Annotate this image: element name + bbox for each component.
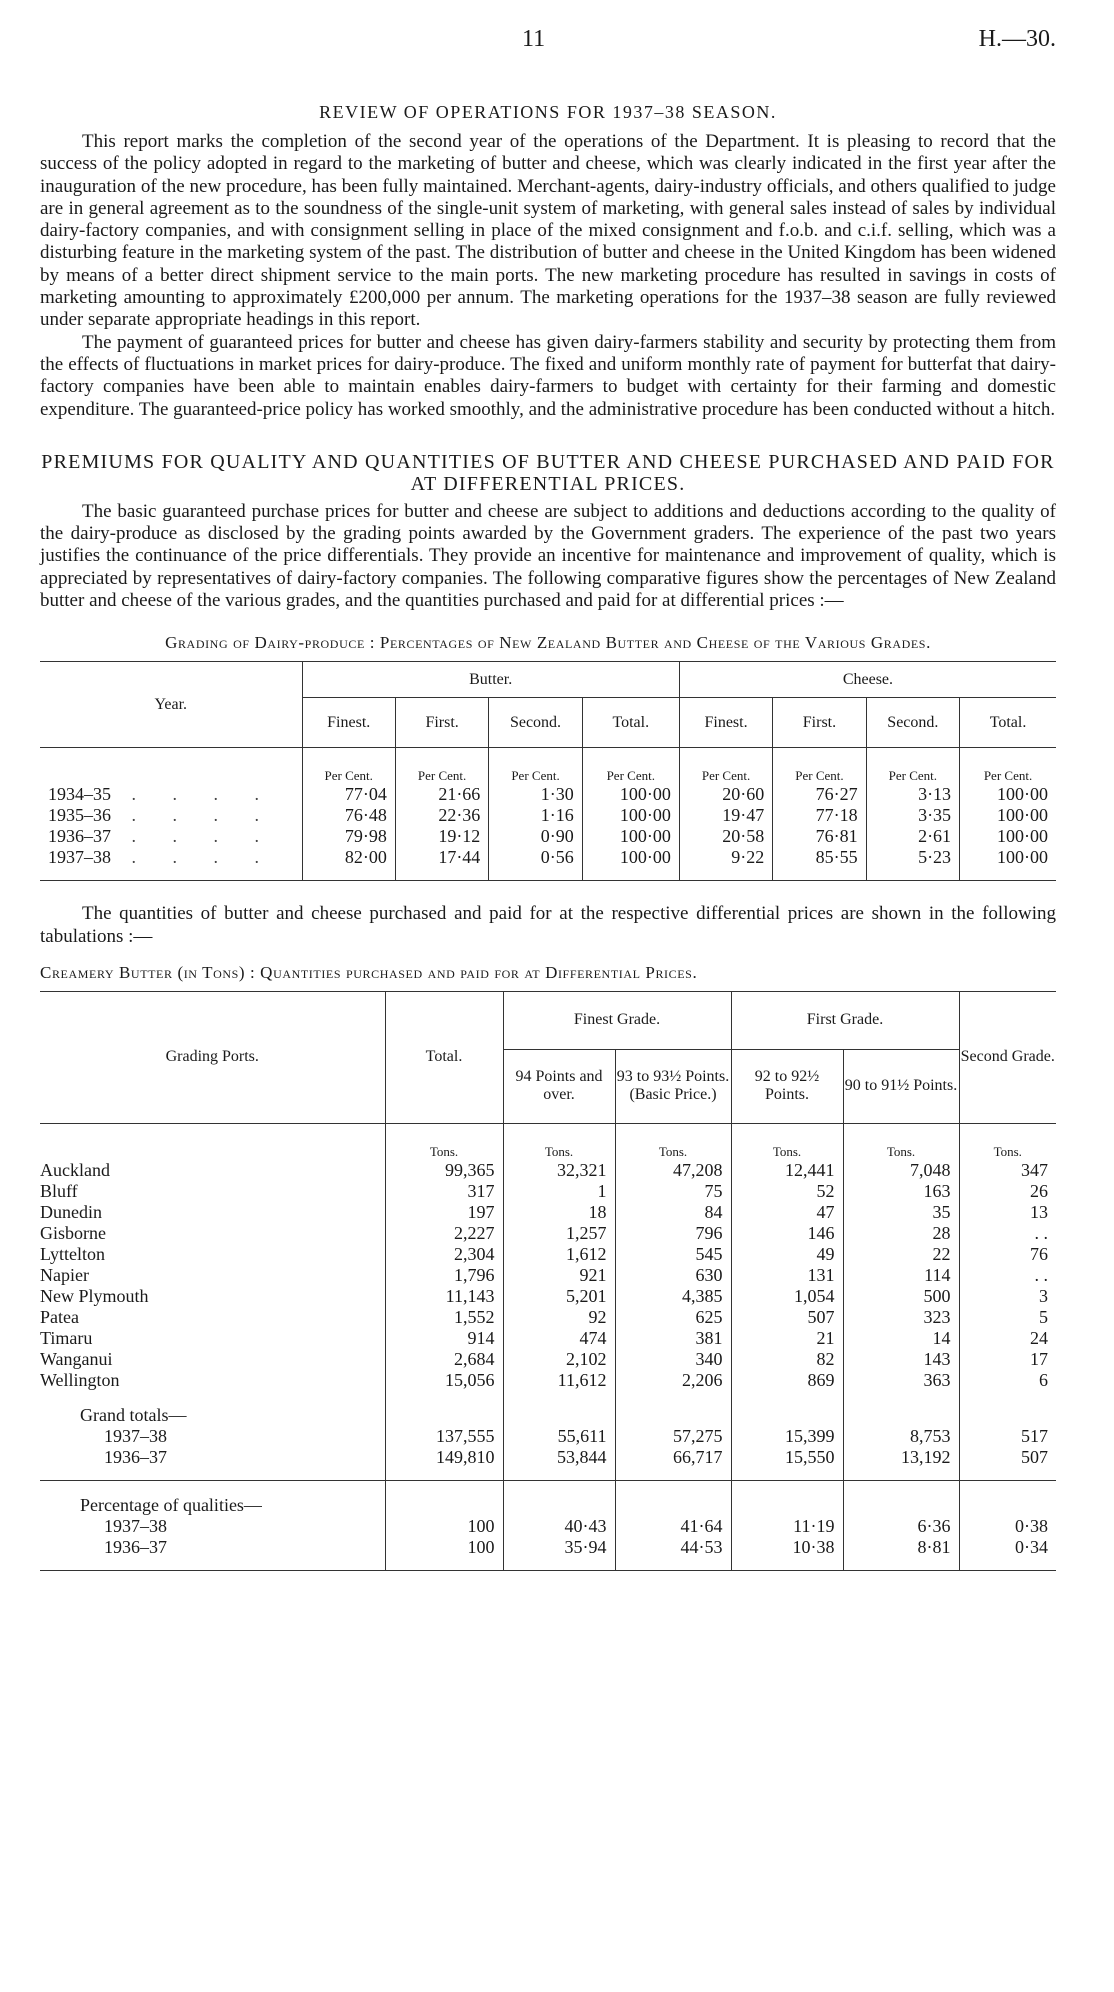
finest-94-header: 94 Points and over. bbox=[503, 1049, 615, 1123]
tons-value: 197 bbox=[385, 1202, 503, 1223]
percent-value: 22·36 bbox=[395, 805, 488, 826]
percent-value: 100·00 bbox=[582, 784, 679, 805]
blank-cell bbox=[843, 1468, 959, 1481]
value: 8·81 bbox=[843, 1537, 959, 1558]
port-label bbox=[40, 1328, 385, 1349]
tons-value: 500 bbox=[843, 1286, 959, 1307]
tons-value: 76 bbox=[959, 1244, 1056, 1265]
blank-cell bbox=[385, 1468, 503, 1481]
leader-dots: . . . . bbox=[111, 826, 275, 847]
blank-cell bbox=[731, 1391, 843, 1426]
percent-value: 19·47 bbox=[679, 805, 772, 826]
tons-value: 3 bbox=[959, 1286, 1056, 1307]
tons-value: 99,365 bbox=[385, 1160, 503, 1181]
blank-cell bbox=[395, 868, 488, 881]
blank-cell bbox=[843, 1391, 959, 1426]
tons-value: 363 bbox=[843, 1370, 959, 1391]
percent-value: 5·23 bbox=[866, 847, 959, 868]
tons-value: 347 bbox=[959, 1160, 1056, 1181]
blank-cell bbox=[582, 868, 679, 881]
tons-value: 630 bbox=[615, 1265, 731, 1286]
unit-label: Tons. bbox=[843, 1123, 959, 1160]
blank-cell bbox=[385, 1480, 503, 1516]
value: 35·94 bbox=[503, 1537, 615, 1558]
tons-value: . . bbox=[959, 1223, 1056, 1244]
review-paragraph-1: This report marks the completion of the second year of the operations of the Department. It is pleasing to record that the success of the policy adopted in regard to the marketing of butter and cheese, which was clearly indicated in the first year after the inauguration of the new procedure, has been fully maintained. Merchant-agents, dairy-industry officials, and others qualified to judge are in general agreement as to the soundness of the single-unit system of marketing, with general sales instead of sales by individual dairy-factory companies, and with consignment selling in place of the mixed consignment and f.o.b. and c.i.f. selling, which was a disturbing feature in the marketing system of the past. The distribution of butter and cheese in the United Kingdom has been widened by means of a better direct shipment service to the main ports. The new marketing procedure has resulted in savings in costs of marketing amounting to approximately £200,000 per annum. The marketing operations for the 1937–38 season are fully reviewed under separate appropriate headings in this report. bbox=[40, 131, 1056, 331]
page-number: 11 bbox=[522, 26, 546, 52]
first-90-header: 90 to 91½ Points. bbox=[843, 1049, 959, 1123]
percent-value: 0·90 bbox=[489, 826, 582, 847]
table-row bbox=[40, 1349, 1056, 1370]
tons-value: 32,321 bbox=[503, 1160, 615, 1181]
percent-value: 9·22 bbox=[679, 847, 772, 868]
finest-93-header: 93 to 93½ Points. (Basic Price.) bbox=[615, 1049, 731, 1123]
tons-value: 507 bbox=[731, 1307, 843, 1328]
year-label: 1936–37 bbox=[104, 1446, 167, 1467]
value: 517 bbox=[959, 1426, 1056, 1447]
tons-value: 26 bbox=[959, 1181, 1056, 1202]
port-label bbox=[40, 1286, 385, 1307]
unit-label: Tons. bbox=[503, 1123, 615, 1160]
port-name: Wellington bbox=[40, 1369, 120, 1390]
port-name: Dunedin bbox=[40, 1201, 102, 1222]
value: 41·64 bbox=[615, 1516, 731, 1537]
table-row bbox=[40, 805, 1056, 826]
creamery-table-body bbox=[40, 1123, 1056, 1570]
percent-value: 79·98 bbox=[302, 826, 395, 847]
tons-value: 47,208 bbox=[615, 1160, 731, 1181]
value: 8,753 bbox=[843, 1426, 959, 1447]
unit-label: Tons. bbox=[615, 1123, 731, 1160]
value: 53,844 bbox=[503, 1447, 615, 1468]
value: 10·38 bbox=[731, 1537, 843, 1558]
butter-second-header: Second. bbox=[489, 698, 582, 748]
tons-value: 28 bbox=[843, 1223, 959, 1244]
grand-totals-label: Grand totals— bbox=[80, 1404, 187, 1425]
tons-value: 143 bbox=[843, 1349, 959, 1370]
percent-value: 77·18 bbox=[773, 805, 866, 826]
cheese-finest-header: Finest. bbox=[679, 698, 772, 748]
tons-value: 323 bbox=[843, 1307, 959, 1328]
tons-value: 21 bbox=[731, 1328, 843, 1349]
unit-label: Tons. bbox=[959, 1123, 1056, 1160]
percentage-of-qualities bbox=[40, 1480, 1056, 1516]
blank-cell bbox=[615, 1480, 731, 1516]
blank-cell bbox=[302, 868, 395, 881]
tons-value: 15,056 bbox=[385, 1370, 503, 1391]
tons-value: 131 bbox=[731, 1265, 843, 1286]
tons-value: 22 bbox=[843, 1244, 959, 1265]
grading-ports-header: Grading Ports. bbox=[165, 1048, 259, 1066]
table-row bbox=[40, 1370, 1056, 1391]
grading-table-caption: Grading of Dairy-produce : Percentages of New Zealand Butter and Cheese of the Various Grades. bbox=[165, 633, 931, 653]
creamery-table-caption: Creamery Butter (in Tons) : Quantities purchased and paid for at Differential Prices. bbox=[40, 962, 698, 982]
unit-label: Per Cent. bbox=[489, 748, 582, 785]
tons-value: 921 bbox=[503, 1265, 615, 1286]
year-column-header: Year. bbox=[154, 695, 188, 713]
tons-value: 49 bbox=[731, 1244, 843, 1265]
separator-row bbox=[40, 1468, 1056, 1481]
butter-first-header: First. bbox=[395, 698, 488, 748]
tons-value: 5 bbox=[959, 1307, 1056, 1328]
tons-value: 474 bbox=[503, 1328, 615, 1349]
percent-value: 100·00 bbox=[960, 826, 1056, 847]
tons-value: 163 bbox=[843, 1181, 959, 1202]
table-row bbox=[40, 1181, 1056, 1202]
tons-value: 2,684 bbox=[385, 1349, 503, 1370]
leader-dots: . . . . bbox=[111, 847, 275, 868]
tons-value: 1,796 bbox=[385, 1265, 503, 1286]
unit-label: Per Cent. bbox=[395, 748, 488, 785]
port-name: Auckland bbox=[40, 1159, 110, 1180]
cheese-first-header: First. bbox=[773, 698, 866, 748]
tons-value: 11,143 bbox=[385, 1286, 503, 1307]
port-name: Lyttelton bbox=[40, 1243, 105, 1264]
percent-value: 2·61 bbox=[866, 826, 959, 847]
tons-value: 13 bbox=[959, 1202, 1056, 1223]
tons-value: 2,102 bbox=[503, 1349, 615, 1370]
port-label bbox=[40, 1370, 385, 1391]
cheese-second-header: Second. bbox=[866, 698, 959, 748]
tons-value: 869 bbox=[731, 1370, 843, 1391]
percent-value: 76·81 bbox=[773, 826, 866, 847]
value: 44·53 bbox=[615, 1537, 731, 1558]
blank-cell bbox=[503, 1480, 615, 1516]
first-grade-header: First Grade. bbox=[731, 991, 959, 1049]
percent-value: 20·60 bbox=[679, 784, 772, 805]
tons-value: 796 bbox=[615, 1223, 731, 1244]
value: 149,810 bbox=[385, 1447, 503, 1468]
tons-value: 92 bbox=[503, 1307, 615, 1328]
table-row bbox=[40, 1202, 1056, 1223]
port-label bbox=[40, 1265, 385, 1286]
blank-cell bbox=[615, 1391, 731, 1426]
creamery-table bbox=[40, 991, 1056, 1571]
year-text: 1936–37 bbox=[48, 826, 111, 847]
tons-value: 6 bbox=[959, 1370, 1056, 1391]
blank-cell bbox=[731, 1558, 843, 1571]
year-text: 1937–38 bbox=[48, 847, 111, 868]
year-text: 1934–35 bbox=[48, 784, 111, 805]
grand-totals bbox=[40, 1391, 1056, 1426]
year-label: 1937–38 bbox=[104, 1425, 167, 1446]
blank-cell bbox=[959, 1391, 1056, 1426]
document-reference: H.—30. bbox=[978, 26, 1056, 52]
percent-value: 100·00 bbox=[960, 805, 1056, 826]
value: 66,717 bbox=[615, 1447, 731, 1468]
percent-value: 76·27 bbox=[773, 784, 866, 805]
value: 6·36 bbox=[843, 1516, 959, 1537]
tons-value: 84 bbox=[615, 1202, 731, 1223]
blank-cell bbox=[843, 1480, 959, 1516]
blank-cell bbox=[40, 1558, 385, 1571]
percent-value: 100·00 bbox=[582, 805, 679, 826]
percent-value: 17·44 bbox=[395, 847, 488, 868]
table-row bbox=[40, 1426, 1056, 1447]
unit-label: Tons. bbox=[731, 1123, 843, 1160]
value: 11·19 bbox=[731, 1516, 843, 1537]
value: 13,192 bbox=[843, 1447, 959, 1468]
tons-value: 17 bbox=[959, 1349, 1056, 1370]
port-label bbox=[40, 1181, 385, 1202]
table-row bbox=[40, 1244, 1056, 1265]
table-row bbox=[40, 1223, 1056, 1244]
tons-value: . . bbox=[959, 1265, 1056, 1286]
tons-value: 381 bbox=[615, 1328, 731, 1349]
year-label bbox=[40, 847, 302, 868]
tons-value: 24 bbox=[959, 1328, 1056, 1349]
year-label bbox=[40, 784, 302, 805]
value: 137,555 bbox=[385, 1426, 503, 1447]
percent-value: 100·00 bbox=[960, 847, 1056, 868]
value: 100 bbox=[385, 1537, 503, 1558]
unit-label: Per Cent. bbox=[679, 748, 772, 785]
year-label bbox=[40, 826, 302, 847]
value: 57,275 bbox=[615, 1426, 731, 1447]
tons-value: 12,441 bbox=[731, 1160, 843, 1181]
blank-cell bbox=[731, 1468, 843, 1481]
port-name: Timaru bbox=[40, 1327, 93, 1348]
table-row bbox=[40, 1307, 1056, 1328]
port-name: Patea bbox=[40, 1306, 79, 1327]
port-name: Bluff bbox=[40, 1180, 78, 1201]
port-name: Wanganui bbox=[40, 1348, 113, 1369]
percent-value: 3·13 bbox=[866, 784, 959, 805]
port-name: New Plymouth bbox=[40, 1285, 149, 1306]
blank-cell bbox=[503, 1468, 615, 1481]
percent-value: 0·56 bbox=[489, 847, 582, 868]
tons-value: 82 bbox=[731, 1349, 843, 1370]
percent-value: 85·55 bbox=[773, 847, 866, 868]
blank-cell bbox=[385, 1391, 503, 1426]
tons-value: 1,612 bbox=[503, 1244, 615, 1265]
premiums-heading: PREMIUMS FOR QUALITY AND QUANTITIES OF BUTTER AND CHEESE PURCHASED AND PAID FOR AT DIFFERENTIAL PRICES. bbox=[41, 450, 1055, 495]
unit-label: Tons. bbox=[385, 1123, 503, 1160]
grading-table-body bbox=[40, 748, 1056, 881]
year-text: 1935–36 bbox=[48, 805, 111, 826]
port-label bbox=[40, 1160, 385, 1181]
tons-value: 35 bbox=[843, 1202, 959, 1223]
review-heading: REVIEW OF OPERATIONS FOR 1937–38 SEASON. bbox=[319, 102, 777, 122]
table-row bbox=[40, 1328, 1056, 1349]
percent-value: 77·04 bbox=[302, 784, 395, 805]
tons-value: 2,206 bbox=[615, 1370, 731, 1391]
unit-label: Per Cent. bbox=[302, 748, 395, 785]
spacer-row bbox=[40, 1558, 1056, 1571]
table-row bbox=[40, 784, 1056, 805]
blank-cell bbox=[503, 1558, 615, 1571]
tons-value: 114 bbox=[843, 1265, 959, 1286]
port-label bbox=[40, 1223, 385, 1244]
tons-value: 317 bbox=[385, 1181, 503, 1202]
blank-cell bbox=[615, 1558, 731, 1571]
unit-label: Per Cent. bbox=[582, 748, 679, 785]
table-row bbox=[40, 1265, 1056, 1286]
quantities-intro: The quantities of butter and cheese purchased and paid for at the respective differential prices are shown in the following tabulations :— bbox=[40, 903, 1056, 947]
blank-cell bbox=[959, 1468, 1056, 1481]
spacer-row bbox=[40, 868, 1056, 881]
tons-value: 625 bbox=[615, 1307, 731, 1328]
percent-value: 82·00 bbox=[302, 847, 395, 868]
percent-value: 19·12 bbox=[395, 826, 488, 847]
tons-value: 1,054 bbox=[731, 1286, 843, 1307]
value: 507 bbox=[959, 1447, 1056, 1468]
butter-total-header: Total. bbox=[582, 698, 679, 748]
unit-label: Per Cent. bbox=[960, 748, 1056, 785]
tons-value: 1,552 bbox=[385, 1307, 503, 1328]
port-name: Gisborne bbox=[40, 1222, 106, 1243]
table-row bbox=[40, 847, 1056, 868]
tons-value: 146 bbox=[731, 1223, 843, 1244]
port-label bbox=[40, 1307, 385, 1328]
value: 40·43 bbox=[503, 1516, 615, 1537]
blank-cell bbox=[959, 1558, 1056, 1571]
premiums-paragraph: The basic guaranteed purchase prices for butter and cheese are subject to additions and deductions according to the quality of the dairy-produce as disclosed by the grading points awarded by the Government graders. The experience of the past two years justifies the continuance of the price differentials. They provide an incentive for maintenance and improvement of quality, which is appreciated by representatives of dairy-factory companies. The following comparative figures show the percentages of New Zealand butter and cheese of the various grades, and the quantities purchased and paid for at differential prices :— bbox=[40, 500, 1056, 612]
blank-cell bbox=[503, 1391, 615, 1426]
blank-cell bbox=[679, 868, 772, 881]
document-page bbox=[40, 22, 1056, 1571]
port-label bbox=[40, 1202, 385, 1223]
tons-value: 52 bbox=[731, 1181, 843, 1202]
year-label bbox=[40, 805, 302, 826]
table-row bbox=[40, 1537, 1056, 1558]
percent-value: 1·16 bbox=[489, 805, 582, 826]
blank-cell bbox=[40, 1123, 385, 1160]
leader-dots: . . . . bbox=[111, 805, 275, 826]
leader-dots: . . . . bbox=[111, 784, 275, 805]
blank-cell bbox=[960, 868, 1056, 881]
page-header bbox=[40, 22, 1056, 66]
unit-label: Per Cent. bbox=[866, 748, 959, 785]
year-label: 1936–37 bbox=[104, 1536, 167, 1557]
value: 15,399 bbox=[731, 1426, 843, 1447]
butter-finest-header: Finest. bbox=[302, 698, 395, 748]
blank-cell bbox=[773, 868, 866, 881]
table-row bbox=[40, 1516, 1056, 1537]
percent-value: 100·00 bbox=[960, 784, 1056, 805]
tons-value: 2,227 bbox=[385, 1223, 503, 1244]
cheese-total-header: Total. bbox=[960, 698, 1056, 748]
year-label: 1937–38 bbox=[104, 1515, 167, 1536]
value: 0·38 bbox=[959, 1516, 1056, 1537]
port-label bbox=[40, 1349, 385, 1370]
tons-value: 18 bbox=[503, 1202, 615, 1223]
percent-value: 76·48 bbox=[302, 805, 395, 826]
value: 15,550 bbox=[731, 1447, 843, 1468]
tons-value: 914 bbox=[385, 1328, 503, 1349]
tons-value: 11,612 bbox=[503, 1370, 615, 1391]
blank-cell bbox=[40, 1468, 385, 1481]
percent-value: 100·00 bbox=[582, 826, 679, 847]
tons-value: 5,201 bbox=[503, 1286, 615, 1307]
blank-cell bbox=[843, 1558, 959, 1571]
percent-value: 100·00 bbox=[582, 847, 679, 868]
table-row bbox=[40, 1160, 1056, 1181]
unit-row bbox=[40, 1123, 1056, 1160]
blank-cell bbox=[489, 868, 582, 881]
review-paragraph-2: The payment of guaranteed prices for butter and cheese has given dairy-farmers stability and security by protecting them from the effects of fluctuations in market prices for dairy-produce. The fixed and uniform monthly rate of payment for butterfat that dairy-factory companies have been able to maintain enables dairy-farmers to budget with certainty for their farming and domestic expenditure. The guaranteed-price policy has worked smoothly, and the administrative procedure has been conducted without a hitch. bbox=[40, 331, 1056, 420]
percent-value: 3·35 bbox=[866, 805, 959, 826]
tons-value: 545 bbox=[615, 1244, 731, 1265]
tons-value: 47 bbox=[731, 1202, 843, 1223]
port-name: Napier bbox=[40, 1264, 89, 1285]
tons-value: 14 bbox=[843, 1328, 959, 1349]
table-row bbox=[40, 1447, 1056, 1468]
table-row bbox=[40, 826, 1056, 847]
blank-cell bbox=[866, 868, 959, 881]
butter-group-header: Butter. bbox=[302, 662, 679, 698]
second-grade-header: Second Grade. bbox=[959, 991, 1056, 1123]
percent-value: 21·66 bbox=[395, 784, 488, 805]
tons-value: 4,385 bbox=[615, 1286, 731, 1307]
cheese-group-header: Cheese. bbox=[679, 662, 1056, 698]
first-92-header: 92 to 92½ Points. bbox=[731, 1049, 843, 1123]
tons-value: 340 bbox=[615, 1349, 731, 1370]
tons-value: 1,257 bbox=[503, 1223, 615, 1244]
unit-label: Per Cent. bbox=[773, 748, 866, 785]
tons-value: 2,304 bbox=[385, 1244, 503, 1265]
blank-cell bbox=[731, 1480, 843, 1516]
percent-value: 1·30 bbox=[489, 784, 582, 805]
grading-table bbox=[40, 661, 1056, 881]
blank-cell bbox=[615, 1468, 731, 1481]
blank-cell bbox=[959, 1480, 1056, 1516]
percentage-of-qualities-label: Percentage of qualities— bbox=[80, 1494, 262, 1515]
tons-value: 7,048 bbox=[843, 1160, 959, 1181]
total-column-header: Total. bbox=[385, 991, 503, 1123]
finest-grade-header: Finest Grade. bbox=[503, 991, 731, 1049]
value: 100 bbox=[385, 1516, 503, 1537]
blank-cell bbox=[40, 748, 302, 785]
percent-value: 20·58 bbox=[679, 826, 772, 847]
table-row bbox=[40, 1286, 1056, 1307]
value: 0·34 bbox=[959, 1537, 1056, 1558]
blank-cell bbox=[385, 1558, 503, 1571]
blank-cell bbox=[40, 868, 302, 881]
tons-value: 75 bbox=[615, 1181, 731, 1202]
unit-row bbox=[40, 748, 1056, 785]
value: 55,611 bbox=[503, 1426, 615, 1447]
tons-value: 1 bbox=[503, 1181, 615, 1202]
port-label bbox=[40, 1244, 385, 1265]
